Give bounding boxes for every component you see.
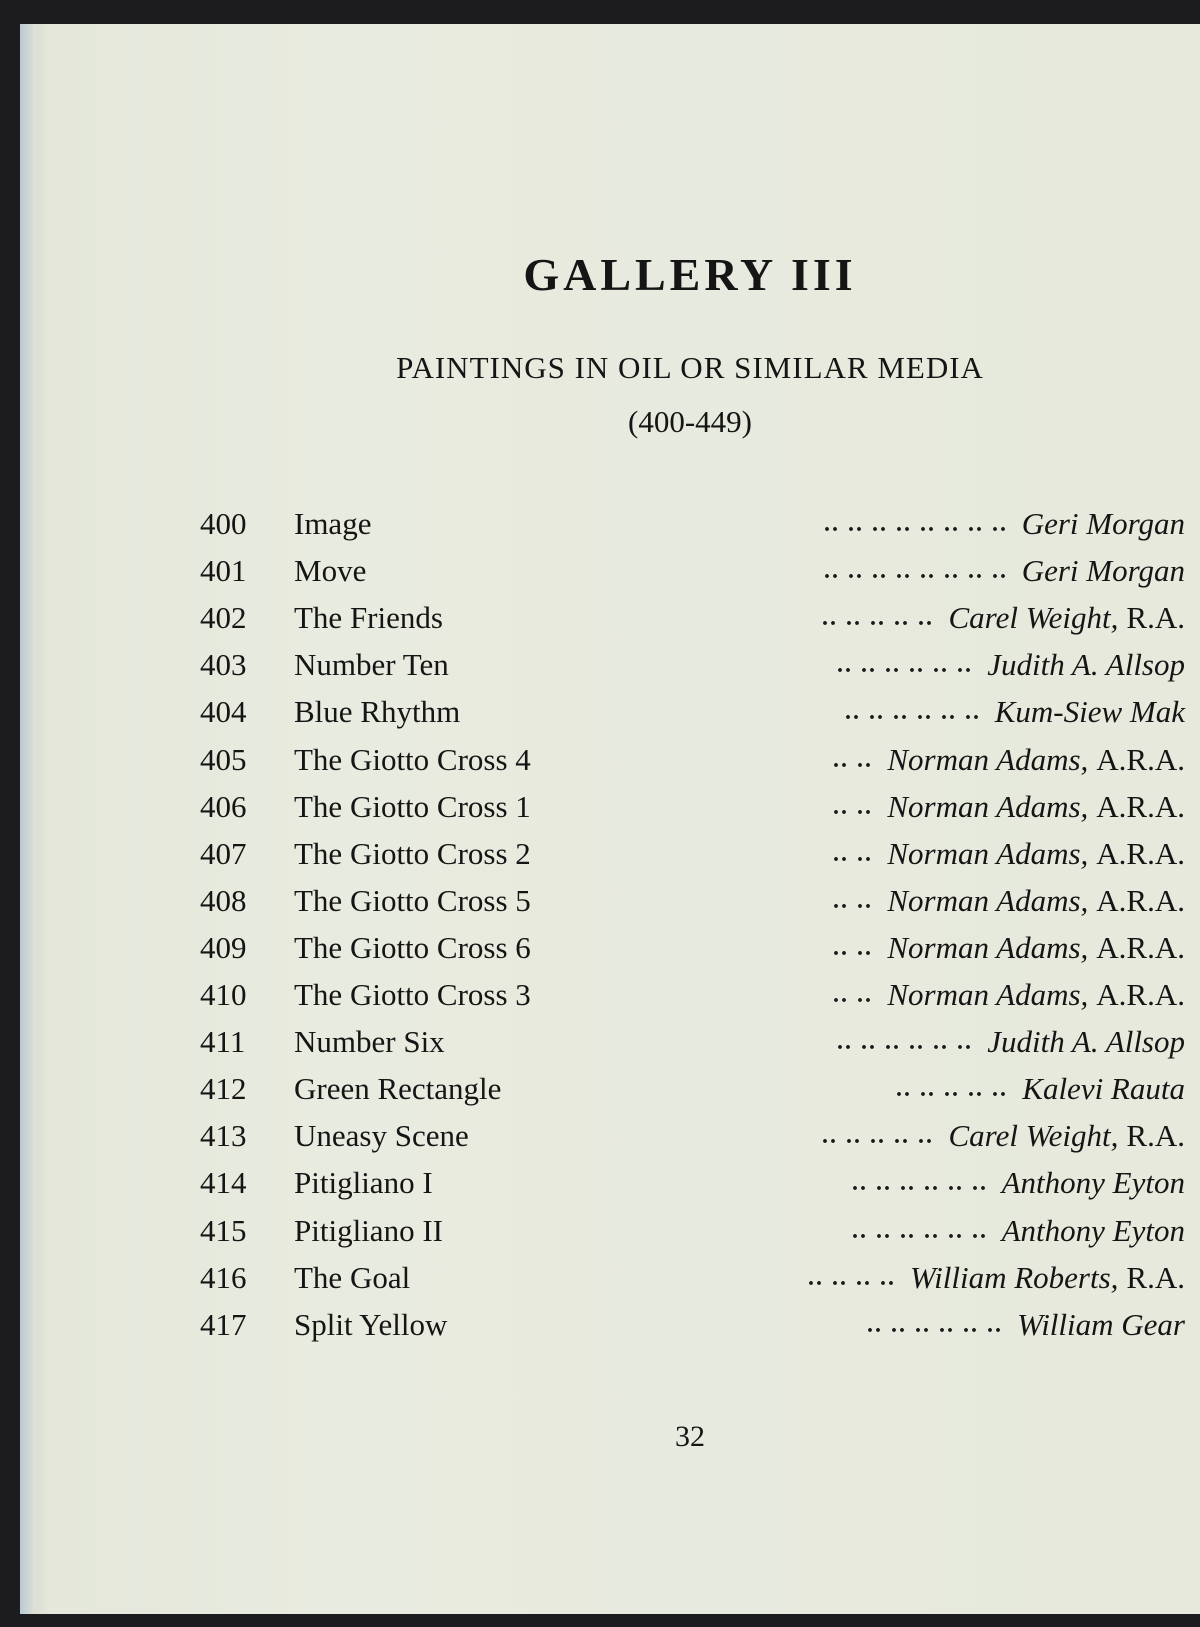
catalogue-entry: [200, 549, 1185, 593]
entry-number: 414: [200, 1165, 247, 1201]
entry-number: 406: [200, 788, 247, 824]
entry-artist: [887, 832, 1185, 876]
entry-title: The Goal: [294, 1259, 411, 1295]
artist-name: William Roberts,: [910, 1259, 1119, 1295]
entry-title: The Giotto Cross 6: [294, 929, 531, 965]
catalogue-entry: [200, 502, 1185, 546]
entry-number: 412: [200, 1071, 247, 1107]
entry-artist: [910, 1256, 1185, 1300]
leader-dots: .. .. .. .. .. ..: [845, 699, 981, 726]
artist-name: Anthony Eyton: [1001, 1165, 1185, 1201]
entry-title: Green Rectangle: [294, 1071, 502, 1107]
entry-title: Image: [294, 506, 372, 541]
page-number: 32: [675, 1420, 705, 1453]
leader-dots: .. .. .. .. .. ..: [837, 652, 973, 679]
catalogue-entry: [200, 596, 1185, 640]
catalogue-entry: [200, 690, 1185, 734]
leader-dots: .. .. .. .. ..: [896, 1076, 1008, 1103]
entry-title: Uneasy Scene: [294, 1118, 469, 1154]
artist-name: Norman Adams,: [887, 741, 1089, 777]
entry-title: Pitigliano II: [294, 1212, 443, 1248]
artist-name: Judith A. Allsop: [987, 647, 1185, 683]
catalogue-entry: [200, 785, 1185, 829]
leader-dots: .. ..: [833, 746, 873, 773]
leader-dots: .. .. .. .. .. ..: [867, 1311, 1003, 1338]
entry-number: 400: [200, 506, 247, 541]
leader-dots: .. ..: [833, 793, 873, 820]
artist-name: Norman Adams,: [887, 977, 1089, 1012]
catalogue-entry: [200, 832, 1185, 876]
artist-honour: A.R.A.: [1096, 741, 1185, 777]
entry-title: Split Yellow: [294, 1306, 448, 1342]
artist-name: Norman Adams,: [887, 835, 1089, 871]
entry-number: 416: [200, 1259, 247, 1295]
catalogue-entry: [200, 643, 1185, 687]
leader-dots: .. .. .. .. .. ..: [837, 1029, 973, 1056]
catalogue-entry: [200, 1161, 1185, 1205]
catalogue-entry: [200, 879, 1185, 923]
entry-title: The Giotto Cross 1: [294, 788, 531, 824]
entry-artist: [1022, 549, 1185, 593]
artist-name: Geri Morgan: [1021, 553, 1185, 589]
entry-title: The Friends: [294, 600, 443, 636]
entry-title: The Giotto Cross 2: [294, 835, 531, 871]
artist-name: Kalevi Rauta: [1022, 1071, 1185, 1107]
artist-name: Norman Adams,: [887, 882, 1089, 918]
entry-artist: [948, 596, 1185, 640]
entry-title: Number Ten: [294, 647, 449, 683]
entry-number: 407: [200, 835, 247, 871]
artist-name: William Gear: [1017, 1306, 1185, 1342]
artist-honour: A.R.A.: [1096, 788, 1185, 824]
entry-artist: [887, 879, 1185, 923]
entry-number: 402: [200, 600, 247, 636]
leader-dots: .. .. .. .. ..: [822, 605, 934, 632]
entry-number: 408: [200, 882, 247, 918]
catalogue-entry: [200, 1114, 1185, 1158]
leader-dots: .. ..: [833, 934, 873, 961]
entry-artist: [1002, 1209, 1185, 1253]
entry-artist: [887, 738, 1185, 782]
artist-name: Anthony Eyton: [1001, 1212, 1185, 1248]
entry-title: The Giotto Cross 3: [294, 977, 531, 1012]
catalogue-entry: [200, 926, 1185, 970]
artist-name: Carel Weight,: [948, 1118, 1119, 1154]
catalogue-range: (400-449): [628, 404, 752, 439]
section-heading: PAINTINGS IN OIL OR SIMILAR MEDIA: [396, 350, 984, 385]
artist-honour: A.R.A.: [1096, 882, 1185, 918]
entry-number: 404: [200, 694, 247, 730]
artist-name: Norman Adams,: [887, 929, 1089, 965]
entry-artist: [887, 926, 1185, 970]
leader-dots: .. .. .. .. .. .. .. ..: [824, 558, 1008, 585]
catalogue-entry: [200, 973, 1185, 1017]
entry-number: 403: [200, 647, 247, 683]
leader-dots: .. ..: [833, 840, 873, 867]
entry-number: 411: [200, 1024, 246, 1060]
entry-number: 401: [200, 553, 247, 589]
entry-number: 415: [200, 1212, 247, 1248]
catalogue-entry: [200, 1303, 1185, 1347]
leader-dots: .. ..: [833, 982, 873, 1008]
artist-name: Norman Adams,: [887, 788, 1089, 824]
leader-dots: .. .. .. .. .. ..: [852, 1217, 988, 1244]
entry-number: 413: [200, 1118, 247, 1154]
leader-dots: .. .. .. .. .. ..: [852, 1170, 988, 1197]
entry-title: Pitigliano I: [294, 1165, 433, 1201]
catalogue-entry: [200, 1067, 1185, 1111]
entry-artist: [887, 973, 1185, 1017]
catalogue-entry: [200, 738, 1185, 782]
gallery-title: GALLERY III: [523, 249, 857, 300]
entry-artist: [1002, 1161, 1185, 1205]
entry-title: Blue Rhythm: [294, 694, 461, 730]
catalogue-entry: [200, 1020, 1185, 1064]
leader-dots: .. ..: [833, 887, 873, 914]
artist-honour: R.A.: [1126, 1259, 1185, 1295]
artist-honour: A.R.A.: [1096, 929, 1185, 965]
entry-number: 410: [200, 977, 247, 1012]
leader-dots: .. .. .. .. .. .. .. ..: [824, 511, 1008, 537]
entry-number: 405: [200, 741, 247, 777]
entry-artist: [887, 785, 1185, 829]
entry-artist: [1017, 1303, 1185, 1347]
entry-artist: [987, 643, 1185, 687]
entry-title: Move: [294, 553, 367, 589]
artist-name: Judith A. Allsop: [987, 1024, 1185, 1060]
entry-title: The Giotto Cross 4: [294, 741, 531, 777]
entry-number: 409: [200, 929, 247, 965]
leader-dots: .. .. .. ..: [808, 1264, 896, 1291]
catalogue-entry: [200, 1209, 1185, 1253]
artist-name: Kum-Siew Mak: [994, 694, 1185, 730]
entry-artist: [948, 1114, 1185, 1158]
leader-dots: .. .. .. .. ..: [822, 1123, 934, 1150]
artist-honour: A.R.A.: [1096, 835, 1185, 871]
entry-title: The Giotto Cross 5: [294, 882, 531, 918]
artist-honour: R.A.: [1126, 600, 1185, 636]
artist-honour: R.A.: [1126, 1118, 1185, 1154]
artist-name: Carel Weight,: [948, 600, 1119, 636]
entry-artist: [987, 1020, 1185, 1064]
entry-artist: [1022, 502, 1185, 546]
entry-artist: [1022, 1067, 1185, 1111]
entry-title: Number Six: [294, 1024, 445, 1060]
entry-number: 417: [200, 1306, 247, 1342]
artist-honour: A.R.A.: [1096, 977, 1185, 1012]
artist-name: Geri Morgan: [1021, 506, 1185, 541]
catalogue-entry: [200, 1256, 1185, 1300]
entry-artist: [995, 690, 1185, 734]
